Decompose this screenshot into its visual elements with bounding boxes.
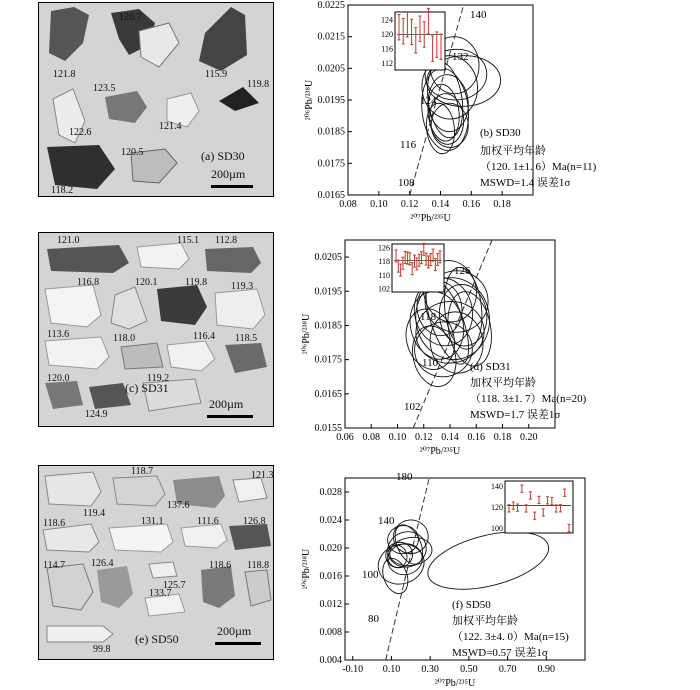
- concordia-age-label: 108: [398, 177, 415, 189]
- x-axis-label: ²⁰⁷Pb/²³⁵U: [410, 213, 451, 224]
- concordia-age-label: 140: [470, 9, 487, 21]
- x-tick-label: 0.90: [537, 664, 556, 675]
- annotation-mswd: MSWD=0.57 误差1σ: [452, 647, 548, 659]
- concordia-chart-d: [301, 240, 587, 457]
- spot-age: 118.7: [131, 466, 154, 477]
- spot-age: 121.4: [159, 121, 182, 132]
- x-tick-label: 0.08: [339, 199, 357, 210]
- annotation-age: （118. 3±1. 7）Ma(n=20): [470, 393, 587, 405]
- annotation-sample: (d) SD31: [470, 361, 511, 373]
- x-tick-label: 0.10: [388, 432, 407, 443]
- y-tick-label: 0.0185: [314, 320, 342, 332]
- inset-tick-label: 116: [381, 44, 393, 54]
- x-tick-label: 0.30: [421, 664, 439, 675]
- y-axis-label: ²⁰⁶Pb/²³⁸U: [301, 313, 312, 355]
- spot-age: 122.6: [69, 127, 92, 138]
- inset-tick-label: 118: [378, 257, 390, 267]
- y-tick-label: 0.012: [319, 599, 342, 610]
- inset-tick-label: 120: [491, 503, 503, 512]
- spot-age: 118.0: [113, 333, 136, 344]
- inset-frame: [392, 244, 444, 292]
- y-tick-label: 0.0225: [317, 0, 345, 11]
- panel-caption: (c) SD31: [125, 381, 169, 395]
- spot-age: 119.8: [247, 79, 270, 90]
- concordia-age-label: 116: [400, 139, 417, 151]
- y-tick-label: 0.0175: [314, 354, 342, 366]
- x-tick-label: 0.20: [520, 432, 538, 443]
- annotation-sample: (b) SD30: [480, 127, 521, 139]
- spot-age: 120.7: [119, 12, 142, 23]
- spot-age: 118.6: [209, 560, 232, 571]
- annotation-method: 加权平均年龄: [452, 615, 518, 627]
- spot-age: 114.7: [43, 560, 66, 571]
- y-tick-label: 0.020: [319, 543, 342, 554]
- inset-tick-label: 126: [378, 243, 390, 253]
- x-tick-label: 0.70: [498, 664, 517, 675]
- spot-age: 120.0: [47, 373, 70, 384]
- scale-label: 200µm: [211, 167, 246, 181]
- inset-tick-label: 124: [381, 15, 393, 25]
- spot-age: 119.2: [147, 373, 170, 384]
- x-tick-label: 0.12: [415, 432, 433, 443]
- spot-age: 119.3: [231, 281, 254, 292]
- spot-age: 119.4: [83, 508, 106, 519]
- annotation-mswd: MSWD=1.4 误差1σ: [480, 177, 571, 189]
- spot-age: 121.8: [53, 69, 76, 80]
- spot-age: 118.6: [43, 518, 66, 529]
- spot-age: 120.1: [135, 277, 158, 288]
- spot-age: 133.7: [149, 588, 172, 599]
- concordia-chart-f: [301, 471, 585, 689]
- inset-tick-label: 112: [381, 58, 393, 68]
- spot-age: 115.9: [205, 69, 228, 80]
- inset-tick-label: 120: [381, 29, 393, 39]
- y-tick-label: 0.016: [319, 571, 342, 582]
- x-axis-label: ²⁰⁷Pb/²³⁵U: [419, 446, 461, 457]
- spot-age: 121.0: [57, 235, 80, 246]
- spot-age: 111.6: [197, 516, 219, 527]
- spot-age: 116.4: [193, 331, 216, 342]
- annotation-method: 加权平均年龄: [480, 145, 546, 157]
- x-tick-label: 0.18: [493, 432, 512, 443]
- x-tick-label: 0.08: [362, 432, 380, 443]
- inset-tick-label: 102: [378, 284, 390, 294]
- x-tick-label: -0.10: [342, 664, 364, 675]
- y-tick-label: 0.004: [319, 655, 342, 666]
- y-tick-label: 0.024: [319, 515, 342, 526]
- concordia-age-label: 132: [452, 51, 469, 63]
- concordia-age-label: 124: [420, 95, 437, 107]
- x-tick-label: 0.12: [400, 199, 419, 210]
- spot-age: 118.2: [51, 185, 74, 196]
- concordia-age-label: 102: [404, 401, 421, 413]
- annotation-method: 加权平均年龄: [470, 377, 536, 389]
- concordia-age-label: 110: [422, 357, 439, 369]
- annotation-mswd: MSWD=1.7 误差1σ: [470, 409, 561, 421]
- concordia-age-label: 100: [362, 569, 379, 581]
- y-tick-label: 0.0195: [317, 95, 345, 106]
- scale-label: 200µm: [217, 624, 252, 638]
- concordia-age-label: 140: [378, 515, 395, 527]
- scale-label: 200µm: [209, 397, 244, 411]
- y-tick-label: 0.0165: [317, 190, 345, 201]
- spot-age: 126.8: [243, 516, 266, 527]
- spot-age: 124.9: [85, 409, 108, 420]
- spot-age: 120.5: [121, 147, 144, 158]
- y-axis-label: ²⁰⁶Pb/²³⁸U: [301, 548, 312, 590]
- concordia-age-label: 80: [368, 613, 379, 625]
- x-tick-label: 0.10: [370, 199, 388, 210]
- y-tick-label: 0.0175: [317, 158, 345, 170]
- concordia-age-label: 126: [454, 265, 471, 277]
- error-ellipse: [392, 518, 430, 555]
- spot-age: 113.6: [47, 329, 70, 340]
- spot-age: 119.8: [185, 277, 208, 288]
- spot-age: 123.5: [93, 83, 116, 94]
- y-tick-label: 0.0215: [317, 31, 345, 43]
- x-tick-label: 0.18: [493, 199, 511, 210]
- x-tick-label: 0.16: [467, 432, 485, 443]
- spot-age: 115.1: [177, 235, 200, 246]
- spot-age: 131.1: [141, 516, 164, 527]
- inset-tick-label: 100: [491, 523, 503, 533]
- spot-age: 137.6: [167, 500, 190, 511]
- annotation-age: （120. 1±1. 6）Ma(n=11): [480, 161, 597, 173]
- x-tick-label: 0.50: [460, 664, 478, 675]
- spot-age: 112.8: [215, 235, 238, 246]
- y-tick-label: 0.0205: [314, 252, 342, 264]
- y-tick-label: 0.0155: [314, 423, 342, 434]
- panel-caption: (a) SD30: [201, 149, 245, 163]
- spot-age: 121.3: [251, 470, 274, 481]
- y-tick-label: 0.008: [319, 627, 342, 638]
- spot-age: 126.4: [91, 558, 114, 569]
- inset-tick-label: 140: [491, 482, 503, 492]
- annotation-sample: (f) SD50: [452, 599, 491, 611]
- x-tick-label: 0.10: [382, 664, 401, 675]
- x-tick-label: 0.16: [462, 199, 481, 210]
- spot-age: 116.8: [77, 277, 100, 288]
- spot-age: 125.7: [163, 580, 186, 591]
- spot-age: 118.8: [247, 560, 270, 571]
- concordia-age-label: 180: [396, 471, 413, 483]
- spot-age: 99.8: [93, 644, 111, 655]
- y-tick-label: 0.0195: [314, 286, 342, 298]
- y-tick-label: 0.028: [319, 487, 342, 498]
- x-tick-label: 0.14: [431, 199, 450, 210]
- inset-tick-label: 110: [378, 270, 390, 280]
- x-axis-label: ²⁰⁷Pb/²³⁵U: [434, 678, 476, 689]
- concordia-age-label: 118: [420, 311, 437, 323]
- spot-age: 118.5: [235, 333, 258, 344]
- inset-frame: [505, 481, 573, 533]
- x-tick-label: 0.14: [441, 432, 459, 443]
- panel-caption: (e) SD50: [135, 632, 179, 646]
- y-tick-label: 0.0185: [317, 126, 345, 138]
- y-tick-label: 0.0165: [314, 388, 342, 400]
- y-axis-label: ²⁰⁶Pb/²³⁸U: [304, 79, 315, 121]
- concordia-chart-b: [304, 0, 597, 224]
- x-tick-label: 0.06: [336, 432, 354, 443]
- annotation-age: （122. 3±4. 0）Ma(n=15): [452, 631, 569, 643]
- y-tick-label: 0.0205: [317, 63, 345, 75]
